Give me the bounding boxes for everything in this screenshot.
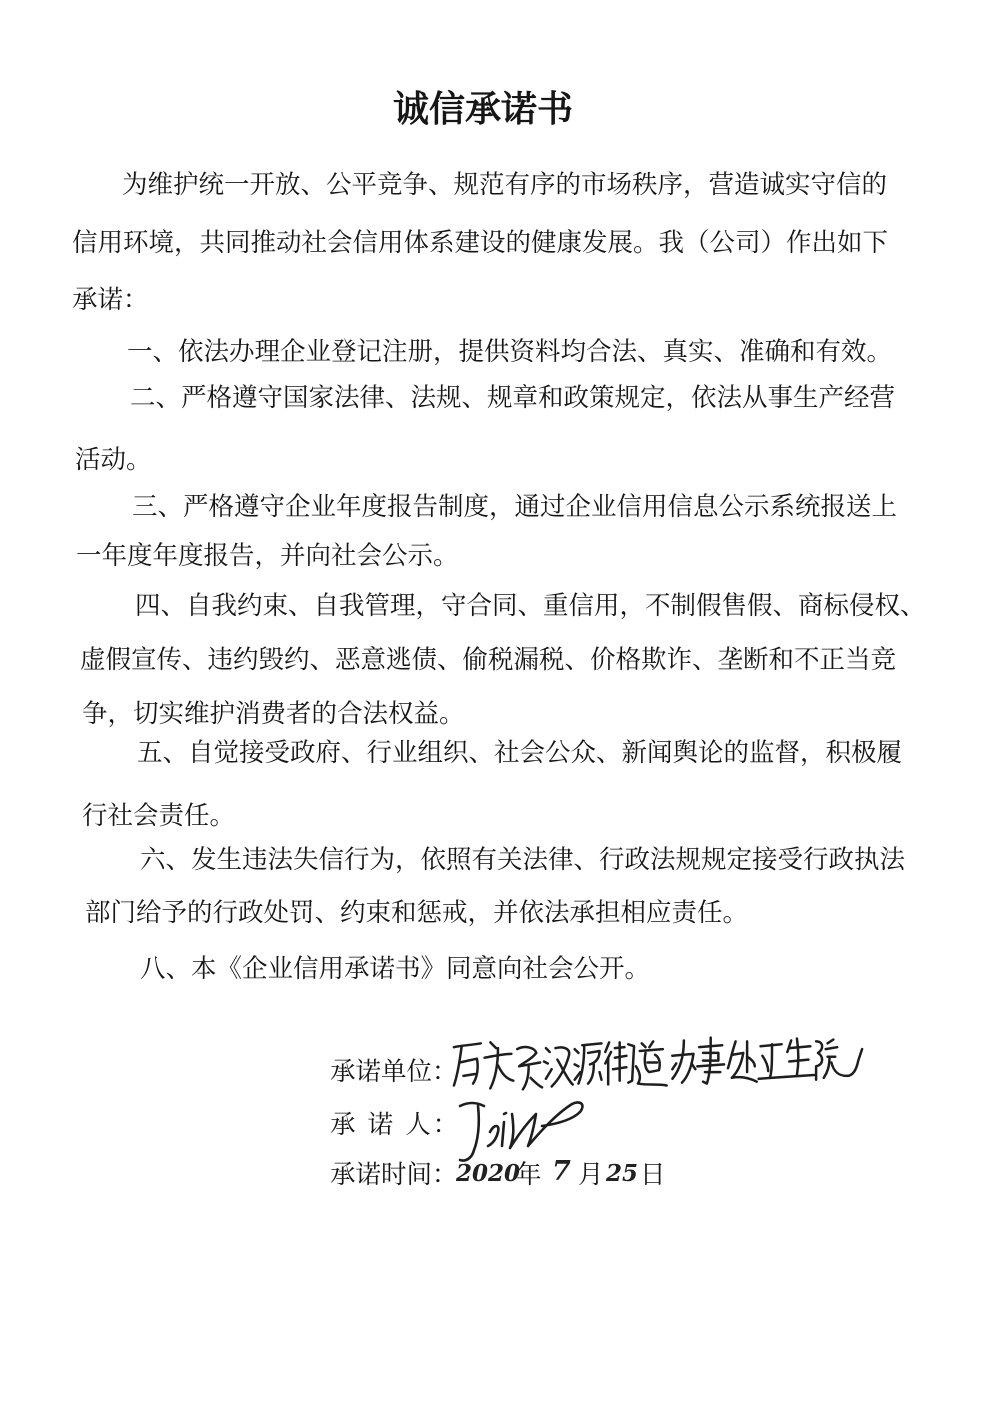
date-month-unit: 月: [578, 1160, 604, 1190]
commitment-line: 二、严格遵守国家法律、法规、规章和政策规定，依法从事生产经营: [130, 383, 896, 413]
commitment-line: 活动。: [75, 445, 152, 475]
commitment-line: 四、自我约束、自我管理，守合同、重信用，不制假售假、商标侵权、: [135, 591, 926, 621]
date-day-unit: 日: [640, 1160, 666, 1190]
commitment-line: 部门给予的行政处罚、约束和惩戒，并依法承担相应责任。: [85, 898, 749, 928]
commitment-line: 一年度年度报告，并向社会公示。: [76, 541, 459, 571]
unit-label: 承诺单位：: [330, 1057, 458, 1087]
commitment-line: 八、本《企业信用承诺书》同意向社会公开。: [140, 954, 651, 984]
commitment-line: 五、自觉接受政府、行业组织、社会公众、新闻舆论的监督，积极履: [137, 738, 903, 768]
date-year-unit: 年: [516, 1160, 542, 1190]
commitment-line: 三、严格遵守企业年度报告制度，通过企业信用信息公示系统报送上: [132, 492, 898, 522]
date-day: 25: [606, 1160, 639, 1187]
date-label: 承诺时间：: [330, 1160, 458, 1190]
preamble-line: 为维护统一开放、公平竞争、规范有序的市场秩序，营造诚实守信的: [122, 170, 888, 200]
date-month: 7: [552, 1156, 571, 1187]
preamble-line: 信用环境，共同推动社会信用体系建设的健康发展。我（公司）作出如下: [72, 228, 889, 258]
handwritten-unit-name: [452, 1028, 864, 1097]
commitment-line: 行社会责任。: [82, 801, 236, 831]
commitment-line: 一、依法办理企业登记注册，提供资料均合法、真实、准确和有效。: [127, 337, 893, 367]
document-title: 诚信承诺书: [393, 89, 574, 130]
person-label: 承 诺 人：: [330, 1110, 461, 1140]
commitment-line: 虚假宣传、违约毁约、恶意逃债、偷税漏税、价格欺诈、垄断和不正当竞: [80, 645, 897, 675]
commitment-line: 争，切实维护消费者的合法权益。: [82, 699, 465, 729]
commitment-line: 六、发生违法失信行为，依照有关法律、行政法规规定接受行政执法: [140, 845, 906, 875]
preamble-line: 承诺：: [72, 285, 149, 315]
date-year: 2020: [456, 1160, 521, 1187]
